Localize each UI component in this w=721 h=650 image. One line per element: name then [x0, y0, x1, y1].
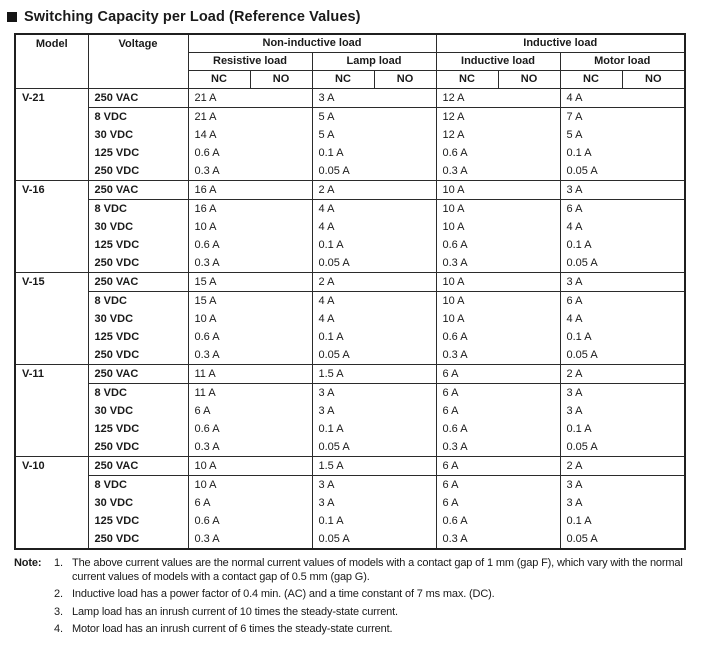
resistive-value-cell: 21 A [188, 89, 312, 108]
motor-value-cell: 0.1 A [560, 236, 685, 254]
resistive-value-cell: 0.3 A [188, 530, 312, 549]
voltage-cell: 125 VDC [88, 420, 188, 438]
motor-value-cell: 3 A [560, 273, 685, 292]
col-header-inductive-load-sub: Inductive load [436, 53, 560, 71]
inductive-value-cell: 12 A [436, 126, 560, 144]
resistive-value-cell: 10 A [188, 310, 312, 328]
col-header-no: NO [498, 71, 560, 89]
voltage-cell: 250 VDC [88, 162, 188, 181]
table-row [15, 218, 685, 236]
resistive-value-cell: 10 A [188, 476, 312, 495]
col-header-nc: NC [436, 71, 498, 89]
resistive-value-cell: 0.3 A [188, 438, 312, 457]
resistive-value-cell: 0.3 A [188, 162, 312, 181]
col-header-nc: NC [312, 71, 374, 89]
voltage-cell: 250 VAC [88, 181, 188, 200]
resistive-value-cell: 15 A [188, 292, 312, 311]
lamp-value-cell: 0.1 A [312, 420, 436, 438]
table-row [15, 273, 685, 292]
model-cell: V-21 [15, 89, 88, 181]
motor-value-cell: 3 A [560, 494, 685, 512]
datasheet-page [0, 9, 721, 650]
motor-value-cell: 7 A [560, 108, 685, 127]
lamp-value-cell: 0.1 A [312, 236, 436, 254]
voltage-cell: 30 VDC [88, 310, 188, 328]
inductive-value-cell: 12 A [436, 89, 560, 108]
lamp-value-cell: 0.05 A [312, 530, 436, 549]
motor-value-cell: 6 A [560, 292, 685, 311]
motor-value-cell: 3 A [560, 402, 685, 420]
resistive-value-cell: 6 A [188, 494, 312, 512]
lamp-value-cell: 0.05 A [312, 438, 436, 457]
voltage-cell: 250 VDC [88, 254, 188, 273]
lamp-value-cell: 3 A [312, 476, 436, 495]
motor-value-cell: 3 A [560, 384, 685, 403]
model-cell: V-11 [15, 365, 88, 457]
motor-value-cell: 0.05 A [560, 530, 685, 549]
inductive-value-cell: 0.6 A [436, 328, 560, 346]
note-text: The above current values are the normal current values of models with a contact gap of 1 mm (gap F), which vary with the normal current values of models with a contact gap of 0.5 mm (gap G). [72, 557, 683, 583]
notes-section [14, 557, 714, 641]
note-item [54, 588, 714, 602]
inductive-value-cell: 0.3 A [436, 254, 560, 273]
inductive-value-cell: 0.3 A [436, 530, 560, 549]
resistive-value-cell: 15 A [188, 273, 312, 292]
table-row [15, 144, 685, 162]
lamp-value-cell: 3 A [312, 89, 436, 108]
table-row [15, 346, 685, 365]
voltage-cell: 8 VDC [88, 200, 188, 219]
motor-value-cell: 0.05 A [560, 162, 685, 181]
table-row [15, 292, 685, 311]
col-header-nc: NC [188, 71, 250, 89]
table-row [15, 310, 685, 328]
table-row [15, 162, 685, 181]
inductive-value-cell: 6 A [436, 494, 560, 512]
col-header-no: NO [374, 71, 436, 89]
header-row-groups [15, 34, 685, 53]
resistive-value-cell: 21 A [188, 108, 312, 127]
inductive-value-cell: 6 A [436, 384, 560, 403]
voltage-cell: 30 VDC [88, 494, 188, 512]
lamp-value-cell: 3 A [312, 494, 436, 512]
voltage-cell: 30 VDC [88, 402, 188, 420]
table-row [15, 494, 685, 512]
notes-label: Note: [14, 557, 42, 569]
voltage-cell: 8 VDC [88, 384, 188, 403]
voltage-cell: 250 VAC [88, 365, 188, 384]
voltage-cell: 250 VAC [88, 89, 188, 108]
table-row [15, 457, 685, 476]
note-number: 2. [54, 588, 63, 600]
model-cell: V-15 [15, 273, 88, 365]
resistive-value-cell: 10 A [188, 218, 312, 236]
switching-capacity-table [14, 33, 686, 550]
lamp-value-cell: 5 A [312, 108, 436, 127]
col-header-model: Model [15, 34, 88, 89]
voltage-cell: 250 VDC [88, 438, 188, 457]
voltage-cell: 8 VDC [88, 476, 188, 495]
motor-value-cell: 0.05 A [560, 254, 685, 273]
col-header-voltage: Voltage [88, 34, 188, 89]
inductive-value-cell: 0.3 A [436, 346, 560, 365]
resistive-value-cell: 0.6 A [188, 420, 312, 438]
lamp-value-cell: 0.05 A [312, 254, 436, 273]
voltage-cell: 125 VDC [88, 328, 188, 346]
table-row [15, 512, 685, 530]
resistive-value-cell: 0.6 A [188, 144, 312, 162]
resistive-value-cell: 16 A [188, 200, 312, 219]
table-row [15, 365, 685, 384]
table-row [15, 328, 685, 346]
lamp-value-cell: 1.5 A [312, 365, 436, 384]
inductive-value-cell: 0.6 A [436, 144, 560, 162]
lamp-value-cell: 2 A [312, 181, 436, 200]
motor-value-cell: 3 A [560, 181, 685, 200]
inductive-value-cell: 6 A [436, 365, 560, 384]
note-number: 3. [54, 605, 63, 618]
table-header [15, 34, 685, 89]
voltage-cell: 250 VDC [88, 530, 188, 549]
voltage-cell: 125 VDC [88, 236, 188, 254]
motor-value-cell: 2 A [560, 365, 685, 384]
inductive-value-cell: 0.3 A [436, 438, 560, 457]
lamp-value-cell: 4 A [312, 310, 436, 328]
table-row [15, 89, 685, 108]
inductive-value-cell: 6 A [436, 476, 560, 495]
table-row [15, 200, 685, 219]
resistive-value-cell: 11 A [188, 384, 312, 403]
note-number: 1. [54, 557, 63, 569]
voltage-cell: 30 VDC [88, 218, 188, 236]
note-number: 4. [54, 623, 63, 635]
inductive-value-cell: 10 A [436, 292, 560, 311]
motor-value-cell: 5 A [560, 126, 685, 144]
note-item [54, 623, 714, 637]
lamp-value-cell: 0.05 A [312, 162, 436, 181]
note-text: Inductive load has a power factor of 0.4 min. (AC) and a time constant of 7 ms max. (DC). [72, 588, 495, 600]
voltage-cell: 125 VDC [88, 512, 188, 530]
motor-value-cell: 4 A [560, 218, 685, 236]
table-row [15, 236, 685, 254]
lamp-value-cell: 0.05 A [312, 346, 436, 365]
inductive-value-cell: 6 A [436, 457, 560, 476]
table-row [15, 438, 685, 457]
voltage-cell: 30 VDC [88, 126, 188, 144]
inductive-value-cell: 10 A [436, 218, 560, 236]
col-header-resistive-load: Resistive load [188, 53, 312, 71]
note-item [54, 557, 714, 584]
inductive-value-cell: 10 A [436, 310, 560, 328]
note-text: Lamp load has an inrush current of 10 times the steady-state current. [72, 605, 398, 618]
inductive-value-cell: 6 A [436, 402, 560, 420]
table-row [15, 530, 685, 549]
resistive-value-cell: 0.3 A [188, 254, 312, 273]
resistive-value-cell: 16 A [188, 181, 312, 200]
motor-value-cell: 2 A [560, 457, 685, 476]
table-row [15, 476, 685, 495]
lamp-value-cell: 0.1 A [312, 512, 436, 530]
resistive-value-cell: 14 A [188, 126, 312, 144]
model-cell: V-16 [15, 181, 88, 273]
table-row [15, 402, 685, 420]
inductive-value-cell: 10 A [436, 181, 560, 200]
page-title [7, 9, 721, 25]
resistive-value-cell: 0.6 A [188, 328, 312, 346]
table-row [15, 420, 685, 438]
col-header-lamp-load: Lamp load [312, 53, 436, 71]
table-row [15, 254, 685, 273]
motor-value-cell: 4 A [560, 310, 685, 328]
col-header-motor-load: Motor load [560, 53, 685, 71]
note-item [54, 606, 714, 620]
col-header-no: NO [622, 71, 685, 89]
page-title-text: Switching Capacity per Load (Reference Values) [24, 9, 361, 25]
voltage-cell: 250 VAC [88, 273, 188, 292]
motor-value-cell: 0.1 A [560, 144, 685, 162]
voltage-cell: 250 VAC [88, 457, 188, 476]
inductive-value-cell: 10 A [436, 273, 560, 292]
col-header-nc: NC [560, 71, 622, 89]
table-row [15, 108, 685, 127]
model-cell: V-10 [15, 457, 88, 550]
col-header-inductive-load: Inductive load [436, 34, 685, 53]
lamp-value-cell: 3 A [312, 402, 436, 420]
inductive-value-cell: 0.6 A [436, 512, 560, 530]
lamp-value-cell: 1.5 A [312, 457, 436, 476]
inductive-value-cell: 0.6 A [436, 236, 560, 254]
lamp-value-cell: 3 A [312, 384, 436, 403]
resistive-value-cell: 10 A [188, 457, 312, 476]
table-row [15, 384, 685, 403]
resistive-value-cell: 6 A [188, 402, 312, 420]
resistive-value-cell: 0.6 A [188, 236, 312, 254]
inductive-value-cell: 0.3 A [436, 162, 560, 181]
lamp-value-cell: 0.1 A [312, 328, 436, 346]
lamp-value-cell: 4 A [312, 200, 436, 219]
motor-value-cell: 4 A [560, 89, 685, 108]
motor-value-cell: 6 A [560, 200, 685, 219]
table-row [15, 126, 685, 144]
inductive-value-cell: 0.6 A [436, 420, 560, 438]
voltage-cell: 8 VDC [88, 108, 188, 127]
motor-value-cell: 0.05 A [560, 346, 685, 365]
lamp-value-cell: 4 A [312, 218, 436, 236]
note-text: Motor load has an inrush current of 6 times the steady-state current. [72, 623, 393, 635]
voltage-cell: 125 VDC [88, 144, 188, 162]
motor-value-cell: 3 A [560, 476, 685, 495]
resistive-value-cell: 11 A [188, 365, 312, 384]
inductive-value-cell: 10 A [436, 200, 560, 219]
motor-value-cell: 0.1 A [560, 512, 685, 530]
resistive-value-cell: 0.3 A [188, 346, 312, 365]
voltage-cell: 250 VDC [88, 346, 188, 365]
lamp-value-cell: 2 A [312, 273, 436, 292]
motor-value-cell: 0.05 A [560, 438, 685, 457]
motor-value-cell: 0.1 A [560, 420, 685, 438]
motor-value-cell: 0.1 A [560, 328, 685, 346]
lamp-value-cell: 4 A [312, 292, 436, 311]
lamp-value-cell: 5 A [312, 126, 436, 144]
col-header-no: NO [250, 71, 312, 89]
resistive-value-cell: 0.6 A [188, 512, 312, 530]
notes-list [54, 557, 714, 641]
lamp-value-cell: 0.1 A [312, 144, 436, 162]
col-header-non-inductive-load: Non-inductive load [188, 34, 436, 53]
table-row [15, 181, 685, 200]
inductive-value-cell: 12 A [436, 108, 560, 127]
square-bullet-icon [7, 12, 17, 22]
voltage-cell: 8 VDC [88, 292, 188, 311]
capacity-table-body [15, 89, 685, 550]
